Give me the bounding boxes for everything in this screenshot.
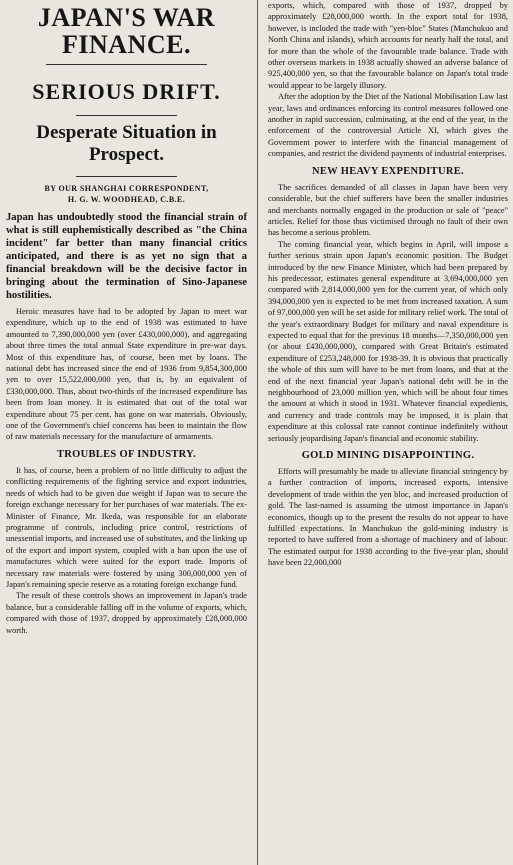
deck-divider: [76, 115, 177, 116]
byline: [6, 183, 247, 205]
subheadline-line-2: Prospect.: [88, 144, 165, 165]
headline-divider: [46, 64, 207, 65]
body-paragraph: Heroic measures have had to be adopted by Japan to meet war expenditure, which up to the end of 1938 was estimated to have amounted to 7,390,000,000 yen (over £430,000,000), and aggregating about three times the total annual State expenditure in pre-war days. Most of this expenditure has, of course, been met by loans. The national debt has increased since the end of 1936 from 9,854,300,000 yen to over 15,522,000,000 yen, that is, by an equivalent of £330,000,000. Thus, about two-thirds of the increased expenditure has been from loan money. It is estimated that out of the total war expenditure about 75 per cent. has gone on war materials. Obviously, one of the Government's chief concerns has been to maintain the flow of raw materials necessary for the manufacture of armaments.: [6, 307, 247, 442]
body-paragraph: The sacrifices demanded of all classes in Japan have been very considerable, but the chief sufferers have been the smaller industries and merchants normally engaged in the production or sale of "peace" articles. Relief for those thus victimised through no fault of their own has become a serious problem.: [268, 182, 508, 238]
byline-divider: [76, 176, 177, 177]
headline-line-2: FINANCE.: [62, 30, 191, 59]
left-column: [0, 0, 253, 865]
deck-headline: SERIOUS DRIFT.: [32, 79, 221, 104]
byline-correspondent: BY OUR SHANGHAI CORRESPONDENT,: [44, 184, 209, 193]
body-paragraph: exports, which, compared with those of 1937, dropped by approximately £28,000,000 worth. In the export total for 1938, however, is included the trade with "yen-bloc" States (Manchukuo and North China and islands), which accounts for nearly half the total, and for more than the whole of the favourable trade balance. Trade with other overseas markets in 1938 actually showed an adverse balance of 925,400,000 yen, so that the favourable balance on Japan's total trade would appear to be largely illusory.: [268, 1, 508, 90]
section-heading-gold-mining: GOLD MINING DISAPPOINTING.: [301, 450, 475, 462]
lead-paragraph: Japan has undoubtedly stood the financial strain of what is still euphemistically described as "the China incident" far better than many financial critics anticipated, and there is as yet no sign that a financial breakdown will be the decisive factor in bringing about the termination of Sino-Japanese hostilities.: [6, 212, 247, 301]
column-rule: [257, 0, 258, 865]
body-paragraph: It has, of course, been a problem of no little difficulty to adjust the conflicting requirements of the fighting service and export industries, needs of which had to be given due weight if Japan was to secure the foreign exchange necessary for her purchases of war materials. The ex-Minister of Finance, Mr. Ikeda, was responsible for an elaborate programme of controls, including price control, restrictions of unessential imports, and increased use of substitutes, and the linking up of the export and import system, coupled with a ban upon the use of manufactures which were suited for the export trade. Imports of necessary raw materials were fostered by using 300,000,000 yen of Japan's remaining specie reserve as a rotating foreign exchange fund.: [6, 465, 247, 589]
section-heading-expenditure: NEW HEAVY EXPENDITURE.: [312, 165, 464, 177]
body-paragraph: Efforts will presumably be made to alleviate financial stringency by a further contraction of imports, increased exports, intensive development of trade within the yen bloc, and increased production of gold. The last-named is assuming the utmost importance in Japan's economics, though up to the present the results do not appear to have fulfilled expectations. In Manchukuo the gold-mining industry is reported to have suffered from a shortage of machinery and of labour. The estimated output for 1938 according to the five-year plan, should have been 22,000,000: [268, 467, 508, 568]
headline-line-1: JAPAN'S WAR: [37, 3, 216, 32]
subheadline-line-1: Desperate Situation in: [36, 122, 217, 143]
section-heading-troubles: TROUBLES OF INDUSTRY.: [56, 448, 197, 460]
right-column: [262, 0, 513, 865]
body-paragraph: The result of these controls shows an improvement in Japan's trade balance, but a considerable falling off in the volume of exports, which, compared with those of 1937, dropped by approximately £28,000,000 worth.: [6, 591, 247, 635]
subheadline: [6, 122, 247, 166]
body-paragraph: After the adoption by the Diet of the National Mobilisation Law last year, laws and ordinances enforcing its control measures followed one another in rapid succession, culminating, at the end of the year, in the enforcement of the controversial Article XI, which gives the Government power to interfere with the financial management of companies, and restrict the dividend payments of industrial enterprises.: [268, 92, 508, 159]
byline-author: H. G. W. WOODHEAD, C.B.E.: [67, 195, 186, 204]
body-paragraph: The coming financial year, which begins in April, will impose a further serious strain upon Japan's economic position. The Budget introduced by the new Finance Minister, which had been prepared by his predecessor, estimates general expenditure at 3,694,000,000 yen compared with 2,814,000,000 yen for the current year, of which only 394,000,000 yen is expected to be met from increased taxation. A sum of 97,000,000 yen will be set aside for military relief work. The total of the year's extraordinary Budget for military and naval expenditure is expected to equal that for the previous 18 months—7,350,000,000 yen (or about £430,000,000), compared with Great Britain's estimated expenditure of £253,248,000 for 1938-39. It is obvious that practically the whole of this sum will have to be met from loans, and that at the end of the next financial year Japan's national debt will be in the neighbourhood of 23,000 million yen, which will be about four times the amount at which it stood in 1931. Whatever financial expedients, and currency and trade controls may be imposed, it is plain that expenditure at this colossal rate cannot continue indefinitely without seriously jeopardising Japan's financial and economic stability.: [268, 239, 508, 443]
